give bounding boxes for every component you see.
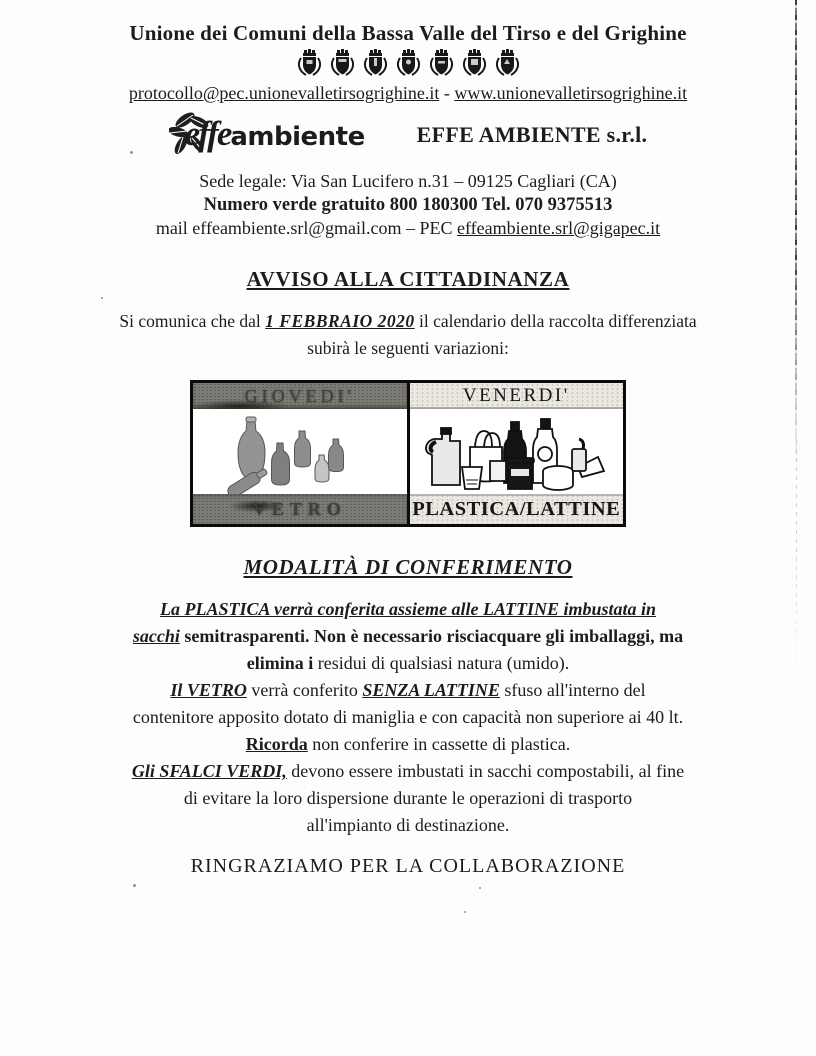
ricorda-emphasis: Ricorda xyxy=(245,734,308,754)
scan-speck xyxy=(464,911,466,913)
schedule-column-venerdi xyxy=(410,383,624,524)
company-name: EFFE AMBIENTE s.r.l. xyxy=(416,122,648,147)
scan-speck xyxy=(479,887,481,889)
link-separator: - xyxy=(439,83,455,103)
paragraph-sfalci xyxy=(40,758,776,839)
scan-speck xyxy=(130,151,133,154)
schedule-column-giovedi xyxy=(193,383,410,524)
pec-email-link[interactable]: protocollo@pec.unionevalletirsogrighine.it xyxy=(128,83,440,103)
emblems-row xyxy=(0,49,816,77)
header-links xyxy=(0,83,816,104)
plastic-and-cans-illustration xyxy=(410,409,624,494)
paragraph-plastica xyxy=(40,596,776,677)
sacchi-emphasis: sacchi xyxy=(132,626,180,646)
coat-of-arms-icon xyxy=(396,49,421,77)
logo-wordmark xyxy=(185,114,365,154)
company-mail-line xyxy=(0,218,816,239)
company-phone-line: Numero verde gratuito 800 180300 Tel. 070 9375513 xyxy=(203,195,613,215)
paragraph-vetro xyxy=(40,677,776,758)
plastica-emphasis: La PLASTICA verrà conferita assieme alle LATTINE imbustata in xyxy=(159,599,657,619)
website-link[interactable]: www.unionevalletirsogrighine.it xyxy=(454,83,688,103)
elimina-bold-text: elimina i xyxy=(246,653,318,673)
vetro-text-3: contenitore apposito dotato di maniglia e con capacità non superiore ai 40 lt. xyxy=(132,707,684,727)
ricorda-text: non conferire in cassette di plastica. xyxy=(307,734,571,754)
sfalci-text-3: all'impianto di destinazione. xyxy=(306,815,510,835)
mail-prefix: mail effeambiente.srl@gmail.com – PEC xyxy=(155,218,457,238)
intro-post: il calendario della raccolta differenziata xyxy=(414,311,697,331)
scan-artifact-line xyxy=(795,0,797,470)
instructions-heading: MODALITÀ DI CONFERIMENTO xyxy=(243,555,573,579)
logo-rest-text: ambiente xyxy=(230,122,365,152)
vetro-text-1: verrà conferito xyxy=(246,680,363,700)
material-label-plastica-lattine: PLASTICA/LATTINE xyxy=(410,494,624,524)
vetro-text-2: sfuso all'interno del xyxy=(499,680,646,700)
plastica-regular-text: residui di qualsiasi natura (umido). xyxy=(317,653,570,673)
coat-of-arms-icon xyxy=(363,49,388,77)
plastica-bold-text: semitrasparenti. Non è necessario risciacquare gli imballaggi, ma xyxy=(179,626,684,646)
notice-intro xyxy=(0,308,816,362)
pec-mail-link[interactable]: effeambiente.srl@gigapec.it xyxy=(457,218,661,238)
coat-of-arms-icon xyxy=(462,49,487,77)
intro-line2: subirà le seguenti variazioni: xyxy=(307,338,509,358)
coat-of-arms-icon xyxy=(495,49,520,77)
scan-speck xyxy=(101,297,103,299)
sfalci-text-2: di evitare la loro dispersione durante le operazioni di trasporto xyxy=(183,788,633,808)
day-header-giovedi: GIOVEDI' xyxy=(193,383,407,409)
sfalci-emphasis: Gli SFALCI VERDI, xyxy=(131,761,287,781)
day-header-venerdi: VENERDI' xyxy=(410,383,624,409)
instructions-body xyxy=(40,596,776,839)
date-emphasis: 1 FEBBRAIO 2020 xyxy=(265,311,415,331)
collection-schedule-table xyxy=(190,380,626,527)
senza-lattine-emphasis: SENZA LATTINE xyxy=(362,680,500,700)
effeambiente-logo xyxy=(169,112,365,158)
company-address: Sede legale: Via San Lucifero n.31 – 09125 Cagliari (CA) xyxy=(199,171,617,191)
closing-line: RINGRAZIAMO PER LA COLLABORAZIONE xyxy=(190,855,626,877)
intro-pre: Si comunica che dal xyxy=(119,311,266,331)
glass-bottles-illustration xyxy=(193,409,407,494)
logo-script-text: effe xyxy=(184,114,231,153)
sfalci-text-1: devono essere imbustati in sacchi compostabili, al fine xyxy=(286,761,685,781)
scan-artifact-line-faint xyxy=(796,440,797,690)
coat-of-arms-icon xyxy=(330,49,355,77)
company-header-row xyxy=(0,112,816,158)
union-title: Unione dei Comuni della Bassa Valle del Tirso e del Grighine xyxy=(129,21,687,45)
coat-of-arms-icon xyxy=(297,49,322,77)
notice-heading: AVVISO ALLA CITTADINANZA xyxy=(246,267,570,291)
material-label-vetro: VETRO xyxy=(193,494,407,524)
coat-of-arms-icon xyxy=(429,49,454,77)
scan-speck xyxy=(133,884,136,887)
vetro-emphasis: Il VETRO xyxy=(170,680,247,700)
